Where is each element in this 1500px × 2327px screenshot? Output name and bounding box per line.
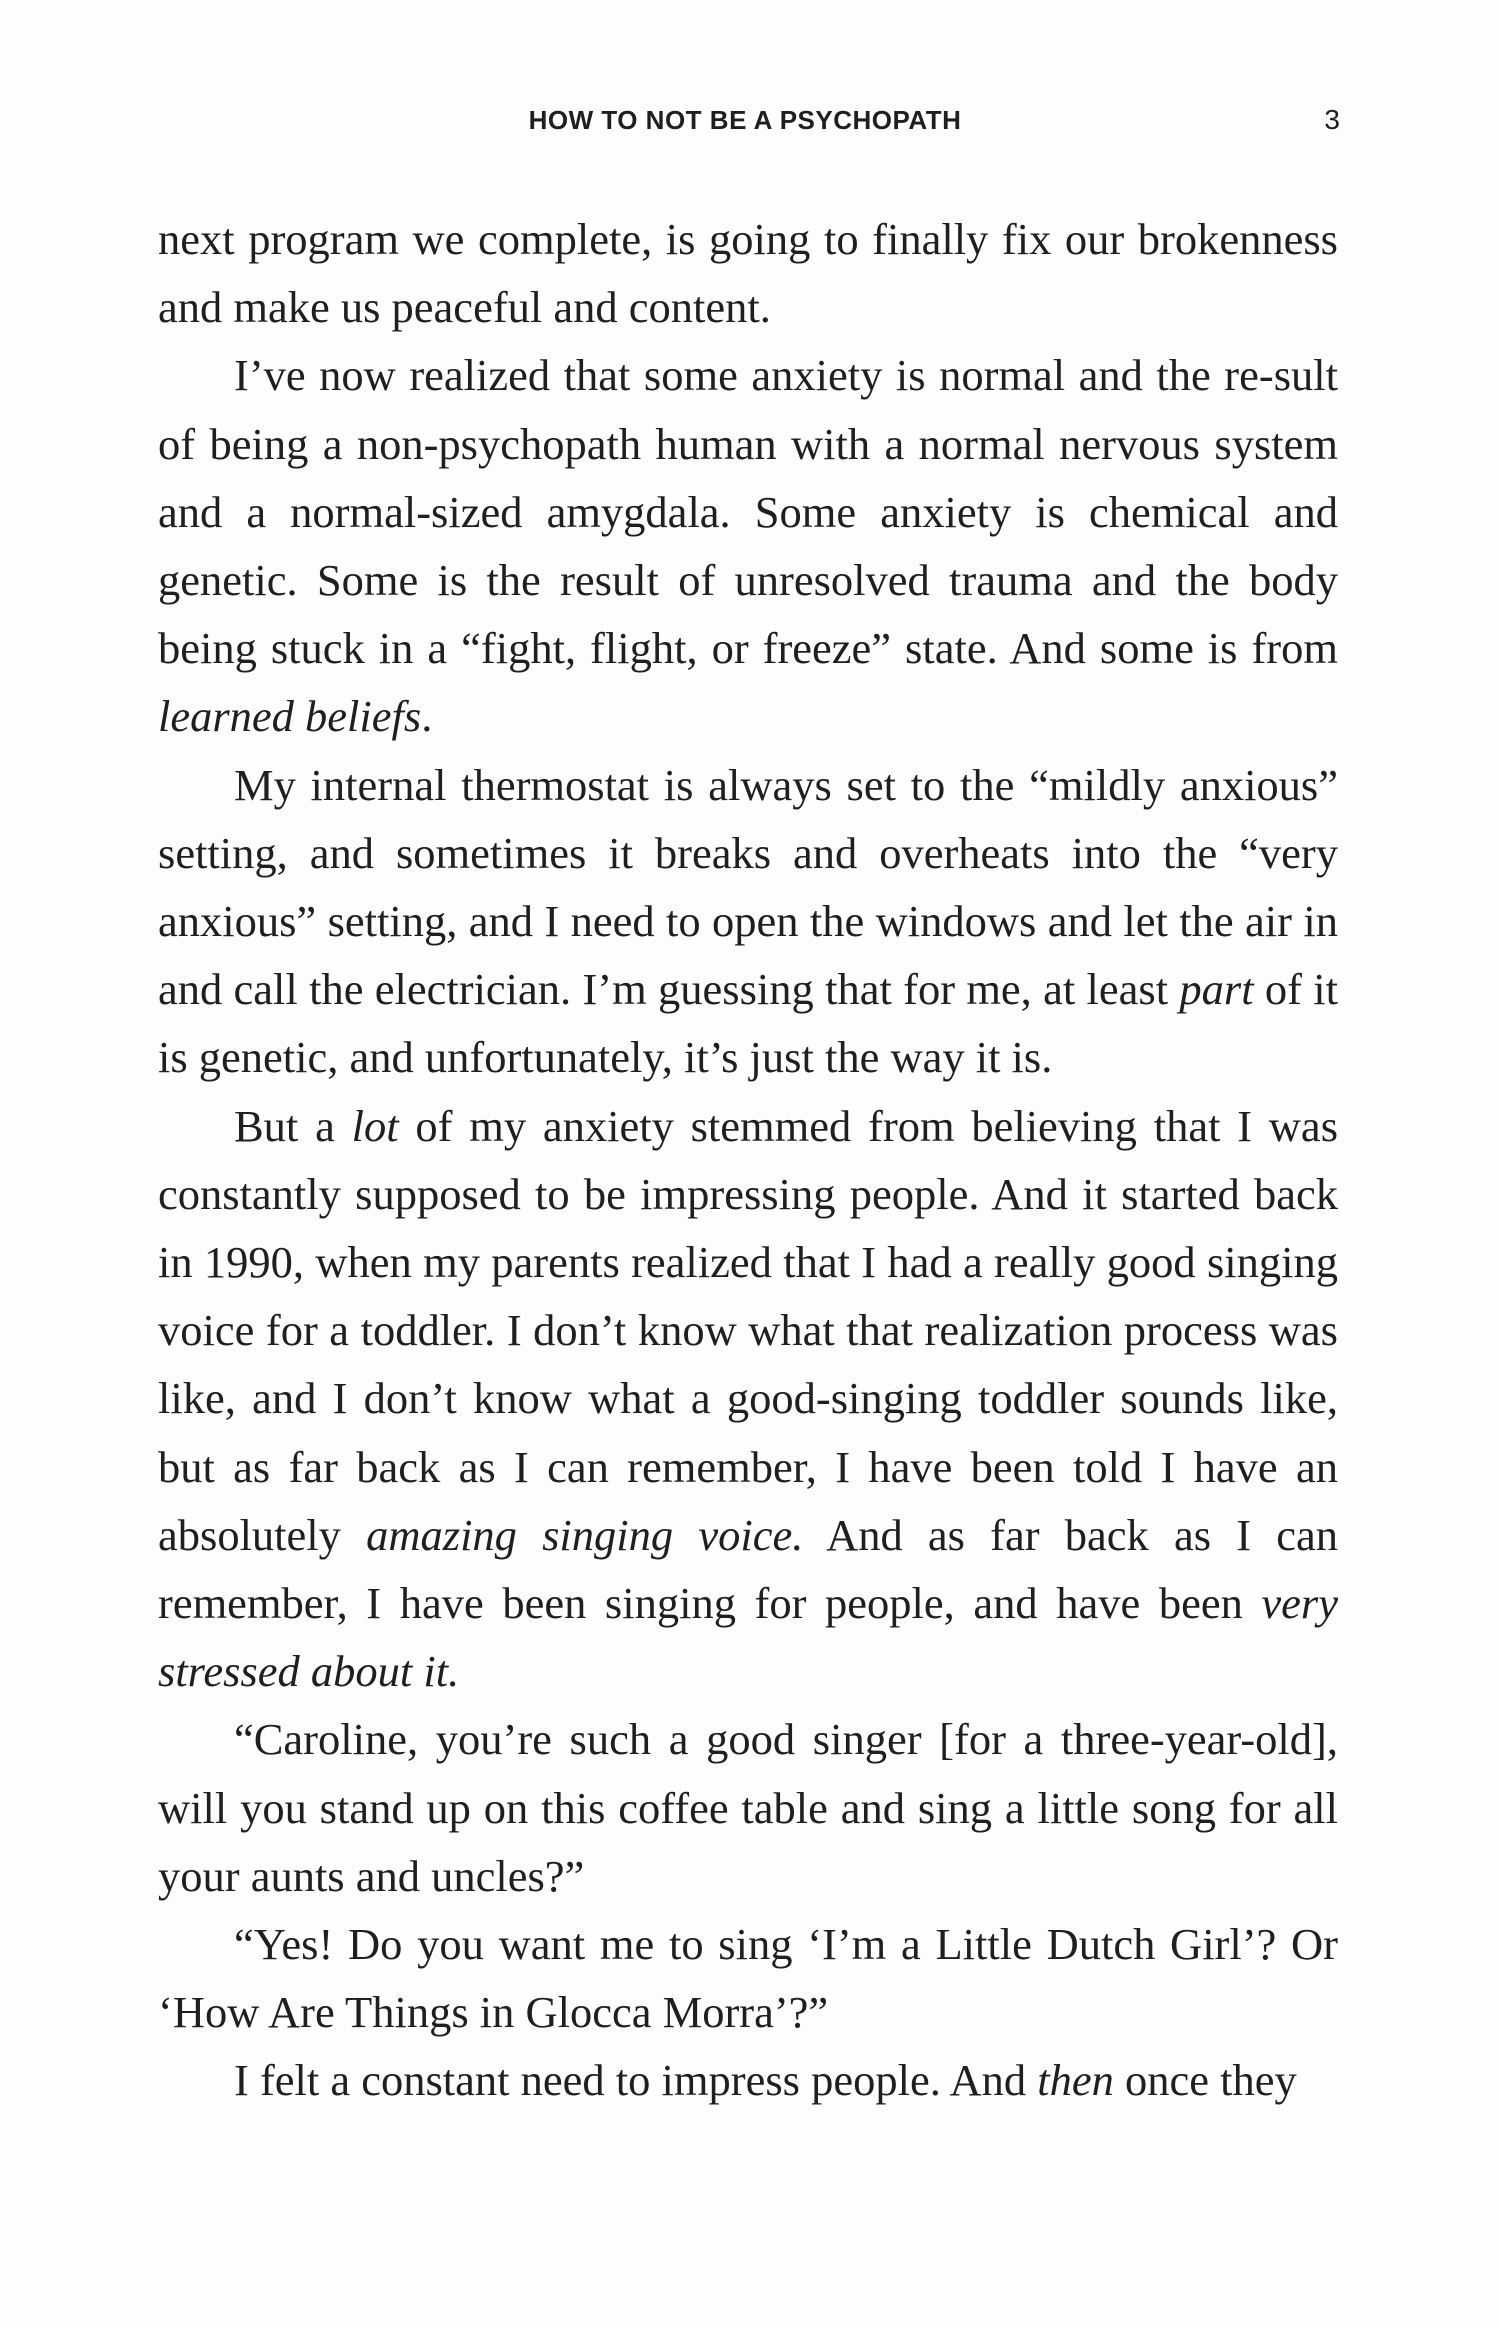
paragraph-text: of it is genetic, and unfortunately, it’s just the way it is. [158, 964, 1338, 1083]
paragraph-text: once they [1113, 2055, 1297, 2106]
paragraph-2 [158, 341, 1338, 750]
italic-phrase: then [1037, 2055, 1114, 2106]
paragraph-text: And as far back as I can remember, I have been singing for people, and have been [158, 1509, 1338, 1629]
paragraph-6 [158, 1910, 1338, 2046]
italic-phrase: part [1179, 964, 1254, 1015]
paragraph-text: My internal thermostat is always set to the “mildly anxious” setting, and sometimes it breaks and overheats into the “very anxious” setting, and I need to open the windows and let the air in and call the electrician. I’m guessing that for me, at least [158, 759, 1338, 1015]
paragraph-1 [158, 205, 1338, 341]
italic-phrase: amazing singing voice. [366, 1509, 804, 1560]
paragraph-text: I felt a constant need to impress people. And [234, 2055, 1038, 2106]
paragraph-text: next program we complete, is going to finally fix our brokenness and make us peaceful and content. [158, 214, 1338, 333]
italic-phrase: learned beliefs [158, 691, 422, 742]
paragraph-text: “Yes! Do you want me to sing ‘I’m a Little Dutch Girl’? Or ‘How Are Things in Glocca Morra’?” [158, 1919, 1338, 2038]
body-text [158, 205, 1338, 2115]
paragraph-7 [158, 2046, 1338, 2114]
paragraph-text: “Caroline, you’re such a good singer [for a three-year-old], will you stand up on this coffee table and sing a little song for all your aunts and uncles?” [158, 1714, 1338, 1901]
paragraph-text: I’ve now realized that some anxiety is normal and the re-sult of being a non-psychopath human with a normal nervous system and a normal-sized amygdala. Some anxiety is chemical and genetic. Some is the result of unresolved trauma and the body being stuck in a “fight, flight, or freeze” state. And some is from [158, 350, 1338, 674]
paragraph-5 [158, 1705, 1338, 1910]
paragraph-text: of my anxiety stemmed from believing that I was constantly supposed to be impressing people. And it started back in 1990, when my parents realized that I had a really good singing voice for a toddler. I don’t know what that realization process was like, and I don’t know what a good-singing toddler sounds like, but as far back as I can remember, I have been told I have an absolutely [158, 1100, 1339, 1560]
paragraph-3 [158, 751, 1338, 1092]
running-head [150, 100, 1340, 140]
italic-phrase: very stressed about it. [158, 1578, 1338, 1697]
paragraph-text: . [421, 691, 433, 742]
page-number: 3 [1324, 104, 1340, 135]
running-head-title: HOW TO NOT BE A PSYCHOPATH [528, 105, 962, 135]
paragraph-text: But a [234, 1100, 352, 1151]
paragraph-4 [158, 1092, 1338, 1706]
italic-phrase: lot [351, 1100, 399, 1151]
